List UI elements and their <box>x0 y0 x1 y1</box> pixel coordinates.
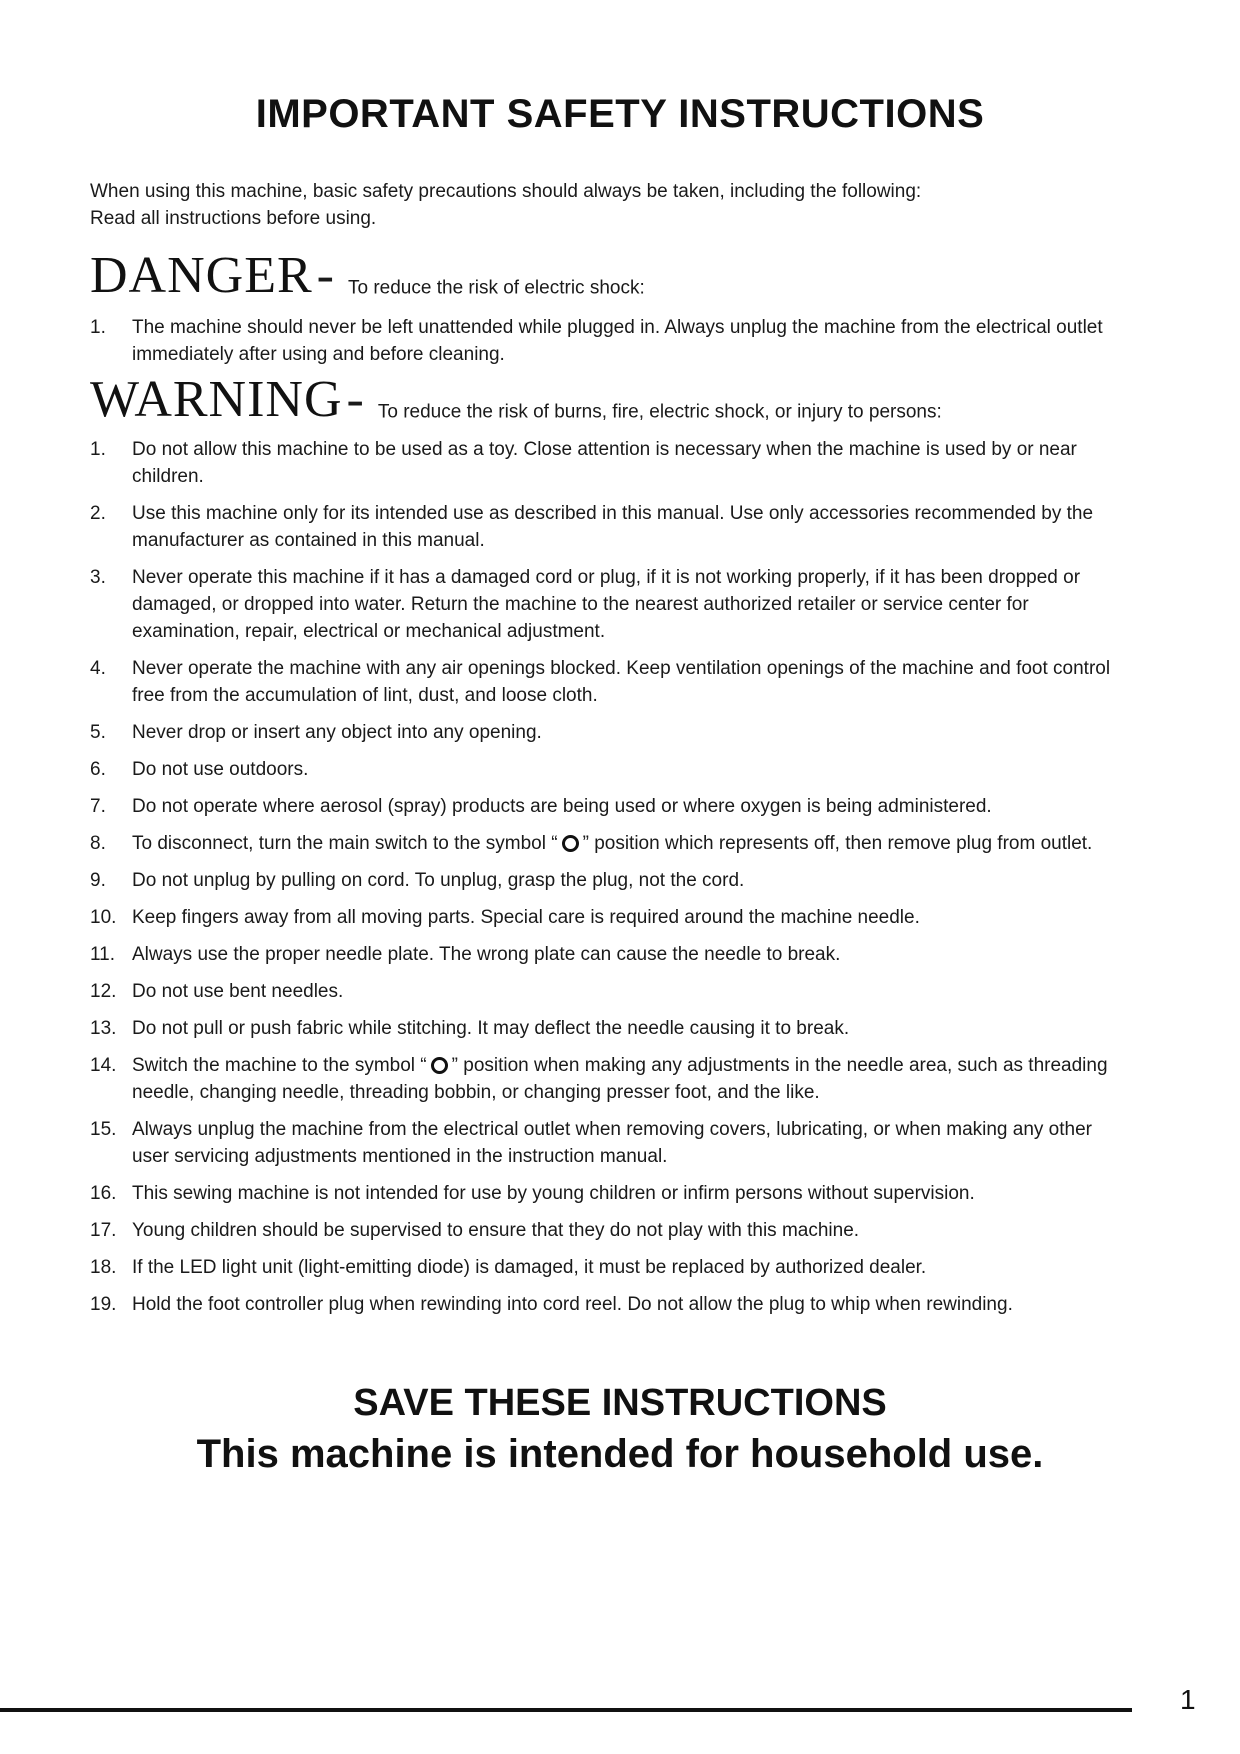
danger-dash: - <box>316 247 334 304</box>
danger-list <box>90 314 1130 378</box>
list-item <box>90 1015 1130 1042</box>
item-text: This sewing machine is not intended for use by young children or infirm persons without supervision. <box>132 1183 975 1204</box>
item-text-post: ” position which represents off, then remove plug from outlet. <box>582 833 1093 854</box>
item-number: 4. <box>90 658 106 679</box>
item-text: Never operate this machine if it has a damaged cord or plug, if it is not working properly, if it has been dropped or damaged, or dropped into water. Return the machine to the nearest authorized retailer or service center for examination, repair, electrical or mechanical adjustment. <box>132 567 1081 642</box>
item-text: Do not operate where aerosol (spray) products are being used or where oxygen is being administered. <box>132 796 992 817</box>
power-off-symbol-icon <box>431 1057 448 1074</box>
list-item <box>90 564 1130 645</box>
item-text: Hold the foot controller plug when rewinding into cord reel. Do not allow the plug to whip when rewinding. <box>132 1294 1013 1315</box>
warning-word: WARNING <box>90 371 343 428</box>
list-item <box>90 978 1130 1005</box>
item-number: 3. <box>90 567 106 588</box>
item-text: If the LED light unit (light-emitting diode) is damaged, it must be replaced by authorized dealer. <box>132 1257 927 1278</box>
list-item <box>90 756 1130 783</box>
item-number: 15. <box>90 1119 117 1140</box>
item-number: 8. <box>90 833 106 854</box>
item-text-pre: To disconnect, turn the main switch to the symbol “ <box>132 833 558 854</box>
item-text: Use this machine only for its intended use as described in this manual. Use only accessories recommended by the manufacturer as contained in this manual. <box>132 503 1094 551</box>
list-item <box>90 719 1130 746</box>
item-number: 17. <box>90 1220 117 1241</box>
household-use-heading: This machine is intended for household use. <box>196 1432 1044 1476</box>
item-text: Do not allow this machine to be used as a toy. Close attention is necessary when the machine is used by or near children. <box>132 439 1077 487</box>
item-text-post: ” position when making any adjustments in the needle area, such as threading needle, changing needle, threading bobbin, or changing presser foot, and the like. <box>132 1055 1108 1103</box>
warning-list <box>90 436 1130 1328</box>
item-number: 5. <box>90 722 106 743</box>
warning-description: To reduce the risk of burns, fire, electric shock, or injury to persons: <box>377 401 942 423</box>
item-text: Never drop or insert any object into any opening. <box>132 722 542 743</box>
list-item <box>90 314 1130 368</box>
danger-description: To reduce the risk of electric shock: <box>348 277 645 299</box>
list-item <box>90 1116 1130 1170</box>
list-item <box>90 436 1130 490</box>
list-item <box>90 1254 1130 1281</box>
list-item <box>90 1180 1130 1207</box>
item-number: 19. <box>90 1294 117 1315</box>
list-item <box>90 793 1130 820</box>
list-item <box>90 1291 1130 1318</box>
item-number: 7. <box>90 796 106 817</box>
item-text: Do not use outdoors. <box>132 759 309 780</box>
page-number: 1 <box>1180 1684 1196 1715</box>
intro-line: Read all instructions before using. <box>90 208 377 229</box>
list-item <box>90 867 1130 894</box>
item-text: Always unplug the machine from the electrical outlet when removing covers, lubricating, or when making any other user servicing adjustments mentioned in the instruction manual. <box>132 1119 1092 1167</box>
warning-dash: - <box>346 371 364 428</box>
item-number: 2. <box>90 503 106 524</box>
item-number: 14. <box>90 1055 117 1076</box>
item-text: The machine should never be left unattended while plugged in. Always unplug the machine from the electrical outlet immediately after using and before cleaning. <box>132 317 1103 365</box>
item-text: Do not pull or push fabric while stitching. It may deflect the needle causing it to break. <box>132 1018 850 1039</box>
item-number: 16. <box>90 1183 117 1204</box>
list-item <box>90 904 1130 931</box>
list-item <box>90 1217 1130 1244</box>
danger-heading <box>90 246 645 305</box>
item-number: 18. <box>90 1257 117 1278</box>
list-item <box>90 830 1130 857</box>
list-item <box>90 655 1130 709</box>
item-number: 1. <box>90 317 106 338</box>
page-title: IMPORTANT SAFETY INSTRUCTIONS <box>255 92 985 136</box>
item-number: 11. <box>90 944 116 965</box>
item-number: 10. <box>90 907 117 928</box>
item-number: 1. <box>90 439 106 460</box>
item-text: Do not use bent needles. <box>132 981 344 1002</box>
save-instructions-heading: SAVE THESE INSTRUCTIONS <box>353 1382 887 1424</box>
intro-line: When using this machine, basic safety precautions should always be taken, including the following: <box>90 181 922 202</box>
item-text: Keep fingers away from all moving parts. Special care is required around the machine needle. <box>132 907 920 928</box>
item-number: 6. <box>90 759 106 780</box>
item-text: Never operate the machine with any air openings blocked. Keep ventilation openings of the machine and foot control free from the accumulation of lint, dust, and loose cloth. <box>132 658 1111 706</box>
item-number: 12. <box>90 981 117 1002</box>
item-text-pre: Switch the machine to the symbol “ <box>132 1055 427 1076</box>
intro-text <box>90 178 1140 232</box>
warning-heading <box>90 370 942 429</box>
list-item <box>90 500 1130 554</box>
item-number: 9. <box>90 870 106 891</box>
item-text: Young children should be supervised to ensure that they do not play with this machine. <box>132 1220 860 1241</box>
list-item <box>90 941 1130 968</box>
footer-divider <box>0 1708 1132 1712</box>
list-item <box>90 1052 1130 1106</box>
item-text: Always use the proper needle plate. The wrong plate can cause the needle to break. <box>132 944 841 965</box>
item-number: 13. <box>90 1018 117 1039</box>
power-off-symbol-icon <box>562 835 579 852</box>
danger-word: DANGER <box>90 247 313 304</box>
item-text: Do not unplug by pulling on cord. To unplug, grasp the plug, not the cord. <box>132 870 745 891</box>
